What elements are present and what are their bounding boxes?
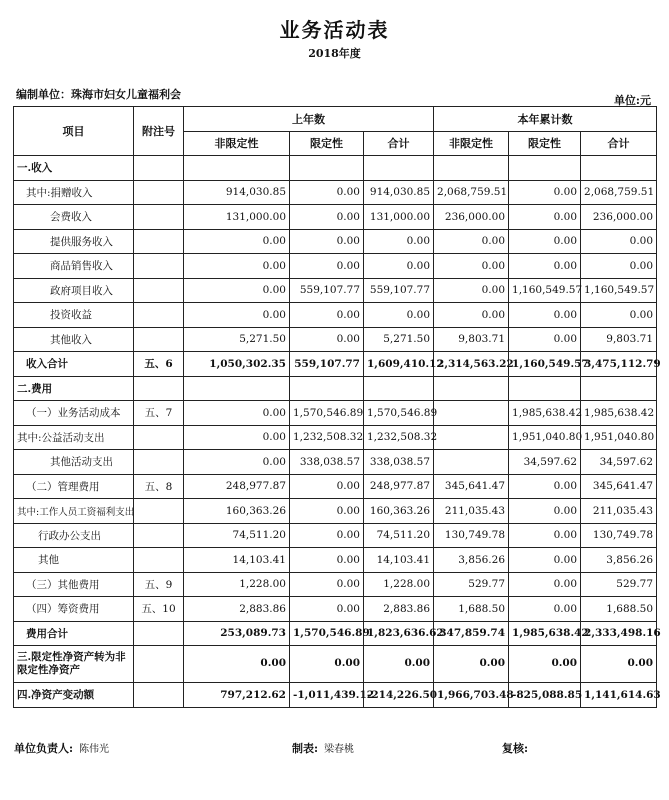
- cell-cur-unrestricted: [434, 376, 509, 401]
- cell-cur-total: 211,035.43: [581, 499, 657, 524]
- row-item: 二.费用: [14, 376, 134, 401]
- row-item: 投资收益: [14, 303, 134, 328]
- cell-prev-total: 5,271.50: [364, 327, 434, 352]
- row-item: 其中:工作人员工资福利支出: [14, 499, 134, 524]
- row-note: 五、6: [134, 352, 184, 377]
- cell-prev-total: 0.00: [364, 303, 434, 328]
- row-item: 商品销售收入: [14, 254, 134, 279]
- table-row: [14, 254, 657, 279]
- activity-table: [13, 106, 661, 708]
- cell-prev-unrestricted: 131,000.00: [184, 205, 290, 230]
- row-item: 收入合计: [14, 352, 134, 377]
- cell-prev-total: 14,103.41: [364, 548, 434, 573]
- cell-cur-restricted: 1,160,549.57: [509, 352, 581, 377]
- table-row: [14, 401, 657, 426]
- table-row: [14, 156, 657, 181]
- cell-prev-restricted: 559,107.77: [290, 352, 364, 377]
- cell-cur-unrestricted: 211,035.43: [434, 499, 509, 524]
- row-item: 费用合计: [14, 621, 134, 646]
- cell-cur-total: 1,951,040.80: [581, 425, 657, 450]
- cell-cur-unrestricted: 0.00: [434, 278, 509, 303]
- cell-cur-unrestricted: 0.00: [434, 646, 509, 683]
- table-row: [14, 572, 657, 597]
- row-note: [134, 254, 184, 279]
- cell-prev-unrestricted: 0.00: [184, 401, 290, 426]
- table-row: [14, 327, 657, 352]
- cell-cur-unrestricted: [434, 425, 509, 450]
- cell-prev-total: 2,883.86: [364, 597, 434, 622]
- cell-prev-total: 74,511.20: [364, 523, 434, 548]
- cell-prev-unrestricted: 0.00: [184, 278, 290, 303]
- cell-cur-restricted: 0.00: [509, 499, 581, 524]
- cell-cur-unrestricted: 130,749.78: [434, 523, 509, 548]
- cell-prev-total: 248,977.87: [364, 474, 434, 499]
- cell-cur-restricted: 0.00: [509, 523, 581, 548]
- row-item: 其他收入: [14, 327, 134, 352]
- cell-cur-unrestricted: 347,859.74: [434, 621, 509, 646]
- table-row: [14, 229, 657, 254]
- cell-prev-restricted: 0.00: [290, 523, 364, 548]
- cell-cur-total: 236,000.00: [581, 205, 657, 230]
- row-note: 五、10: [134, 597, 184, 622]
- cell-prev-restricted: 1,570,546.89: [290, 621, 364, 646]
- cell-prev-unrestricted: 74,511.20: [184, 523, 290, 548]
- row-note: 五、7: [134, 401, 184, 426]
- table-row: [14, 278, 657, 303]
- row-item: 其中:捐赠收入: [14, 180, 134, 205]
- cell-cur-unrestricted: 529.77: [434, 572, 509, 597]
- cell-prev-restricted: 0.00: [290, 303, 364, 328]
- cell-prev-restricted: 0.00: [290, 548, 364, 573]
- table-row: [14, 646, 657, 683]
- table-row: [14, 180, 657, 205]
- row-item: （二）管理费用: [14, 474, 134, 499]
- cell-cur-unrestricted: 0.00: [434, 303, 509, 328]
- cell-cur-restricted: 1,160,549.57: [509, 278, 581, 303]
- header-prev-unrestricted: 非限定性: [184, 131, 290, 156]
- cell-cur-unrestricted: 236,000.00: [434, 205, 509, 230]
- cell-cur-restricted: 0.00: [509, 180, 581, 205]
- cell-cur-restricted: 0.00: [509, 303, 581, 328]
- cell-cur-total: 1,985,638.42: [581, 401, 657, 426]
- footer-head: [14, 740, 109, 756]
- cell-prev-restricted: 1,570,546.89: [290, 401, 364, 426]
- preparer-name: 梁春桃: [324, 744, 355, 755]
- table-row: [14, 303, 657, 328]
- reviewer-label: 复核:: [502, 742, 529, 755]
- row-note: [134, 683, 184, 708]
- row-item: 其中:公益活动支出: [14, 425, 134, 450]
- cell-cur-restricted: 0.00: [509, 474, 581, 499]
- cell-prev-restricted: 1,232,508.32: [290, 425, 364, 450]
- cell-prev-total: 1,823,636.62: [364, 621, 434, 646]
- cell-prev-unrestricted: 1,050,302.35: [184, 352, 290, 377]
- row-item: 政府项目收入: [14, 278, 134, 303]
- row-item: 三.限定性净资产转为非限定性净资产: [14, 646, 134, 683]
- cell-prev-total: 0.00: [364, 229, 434, 254]
- table-row: [14, 597, 657, 622]
- cell-prev-restricted: 559,107.77: [290, 278, 364, 303]
- cell-prev-total: [364, 376, 434, 401]
- row-note: [134, 523, 184, 548]
- cell-cur-total: 345,641.47: [581, 474, 657, 499]
- table-row: [14, 376, 657, 401]
- cell-prev-total: 160,363.26: [364, 499, 434, 524]
- cell-prev-unrestricted: 14,103.41: [184, 548, 290, 573]
- table-row: [14, 683, 657, 708]
- cell-cur-restricted: 1,951,040.80: [509, 425, 581, 450]
- cell-prev-restricted: 0.00: [290, 597, 364, 622]
- cell-cur-total: 1,688.50: [581, 597, 657, 622]
- cell-prev-restricted: [290, 376, 364, 401]
- head-label: 单位负责人:: [14, 742, 74, 755]
- cell-prev-restricted: 0.00: [290, 646, 364, 683]
- cell-prev-unrestricted: [184, 156, 290, 181]
- row-note: [134, 450, 184, 475]
- cell-prev-total: 338,038.57: [364, 450, 434, 475]
- cell-cur-unrestricted: 2,314,563.22: [434, 352, 509, 377]
- cell-prev-restricted: 0.00: [290, 180, 364, 205]
- table-row: [14, 523, 657, 548]
- row-item: 行政办公支出: [14, 523, 134, 548]
- unit-label: 单位:元: [613, 94, 651, 107]
- cell-cur-unrestricted: 9,803.71: [434, 327, 509, 352]
- cell-cur-total: 2,333,498.16: [581, 621, 657, 646]
- cell-prev-unrestricted: 0.00: [184, 254, 290, 279]
- cell-prev-unrestricted: 0.00: [184, 425, 290, 450]
- cell-prev-unrestricted: [184, 376, 290, 401]
- cell-prev-total: 914,030.85: [364, 180, 434, 205]
- cell-prev-restricted: -1,011,439.12: [290, 683, 364, 708]
- row-note: [134, 303, 184, 328]
- cell-prev-total: 559,107.77: [364, 278, 434, 303]
- organization-label: 编制单位：珠海市妇女儿童福利会: [16, 88, 181, 101]
- cell-prev-total: [364, 156, 434, 181]
- cell-prev-unrestricted: 0.00: [184, 450, 290, 475]
- header-prev-restricted: 限定性: [290, 131, 364, 156]
- row-item: 四.净资产变动额: [14, 683, 134, 708]
- row-note: [134, 425, 184, 450]
- cell-cur-total: 1,141,614.63: [581, 683, 657, 708]
- cell-cur-total: 0.00: [581, 254, 657, 279]
- header-prev-total: 合计: [364, 131, 434, 156]
- table-row: [14, 548, 657, 573]
- cell-cur-total: 2,068,759.51: [581, 180, 657, 205]
- cell-prev-total: 1,609,410.12: [364, 352, 434, 377]
- row-note: [134, 621, 184, 646]
- cell-prev-unrestricted: 1,228.00: [184, 572, 290, 597]
- cell-prev-total: 1,228.00: [364, 572, 434, 597]
- row-note: [134, 499, 184, 524]
- cell-cur-restricted: [509, 156, 581, 181]
- cell-prev-unrestricted: 2,883.86: [184, 597, 290, 622]
- row-item: （一）业务活动成本: [14, 401, 134, 426]
- cell-prev-restricted: [290, 156, 364, 181]
- cell-prev-unrestricted: 253,089.73: [184, 621, 290, 646]
- row-note: [134, 278, 184, 303]
- cell-cur-total: 34,597.62: [581, 450, 657, 475]
- cell-cur-total: 0.00: [581, 303, 657, 328]
- cell-prev-unrestricted: 248,977.87: [184, 474, 290, 499]
- cell-cur-unrestricted: [434, 156, 509, 181]
- cell-cur-unrestricted: [434, 450, 509, 475]
- row-note: [134, 156, 184, 181]
- cell-cur-unrestricted: 1,688.50: [434, 597, 509, 622]
- cell-prev-unrestricted: 797,212.62: [184, 683, 290, 708]
- cell-cur-total: 0.00: [581, 229, 657, 254]
- cell-cur-restricted: 0.00: [509, 572, 581, 597]
- header-item: 项目: [14, 107, 134, 156]
- row-item: （三）其他费用: [14, 572, 134, 597]
- cell-prev-total: 1,570,546.89: [364, 401, 434, 426]
- row-note: 五、8: [134, 474, 184, 499]
- row-note: [134, 548, 184, 573]
- cell-cur-unrestricted: [434, 401, 509, 426]
- cell-prev-unrestricted: 0.00: [184, 646, 290, 683]
- cell-cur-total: 1,160,549.57: [581, 278, 657, 303]
- cell-prev-total: -214,226.50: [364, 683, 434, 708]
- row-item: 提供服务收入: [14, 229, 134, 254]
- cell-cur-unrestricted: 0.00: [434, 254, 509, 279]
- cell-cur-unrestricted: 0.00: [434, 229, 509, 254]
- row-item: 其他活动支出: [14, 450, 134, 475]
- cell-cur-total: 9,803.71: [581, 327, 657, 352]
- cell-cur-restricted: -825,088.85: [509, 683, 581, 708]
- table-row: [14, 474, 657, 499]
- cell-cur-total: [581, 376, 657, 401]
- cell-cur-restricted: 34,597.62: [509, 450, 581, 475]
- table-row: [14, 499, 657, 524]
- report-title: 业务活动表: [279, 18, 390, 42]
- cell-prev-total: 0.00: [364, 646, 434, 683]
- cell-prev-unrestricted: 5,271.50: [184, 327, 290, 352]
- head-name: 陈伟光: [79, 744, 110, 755]
- cell-prev-total: 131,000.00: [364, 205, 434, 230]
- report-year: 2018年度: [308, 47, 361, 60]
- footer-preparer: [292, 740, 354, 756]
- cell-cur-restricted: 1,985,638.42: [509, 401, 581, 426]
- cell-cur-total: 130,749.78: [581, 523, 657, 548]
- cell-prev-restricted: 0.00: [290, 474, 364, 499]
- cell-prev-unrestricted: 914,030.85: [184, 180, 290, 205]
- row-note: [134, 327, 184, 352]
- cell-cur-unrestricted: 1,966,703.48: [434, 683, 509, 708]
- row-item: （四）筹资费用: [14, 597, 134, 622]
- row-note: 五、9: [134, 572, 184, 597]
- cell-cur-restricted: 0.00: [509, 254, 581, 279]
- preparer-label: 制表:: [292, 742, 319, 755]
- footer-reviewer: [502, 740, 528, 756]
- cell-cur-restricted: [509, 376, 581, 401]
- cell-prev-unrestricted: 0.00: [184, 303, 290, 328]
- cell-prev-total: 0.00: [364, 254, 434, 279]
- cell-cur-restricted: 0.00: [509, 229, 581, 254]
- table-row: [14, 352, 657, 377]
- header-prev-year: 上年数: [184, 107, 434, 132]
- cell-prev-restricted: 338,038.57: [290, 450, 364, 475]
- cell-prev-restricted: 0.00: [290, 254, 364, 279]
- cell-cur-unrestricted: 345,641.47: [434, 474, 509, 499]
- cell-prev-restricted: 0.00: [290, 205, 364, 230]
- cell-cur-restricted: 0.00: [509, 597, 581, 622]
- cell-cur-total: 0.00: [581, 646, 657, 683]
- cell-prev-unrestricted: 0.00: [184, 229, 290, 254]
- row-item: 一.收入: [14, 156, 134, 181]
- row-item: 其他: [14, 548, 134, 573]
- cell-prev-total: 1,232,508.32: [364, 425, 434, 450]
- cell-prev-restricted: 0.00: [290, 229, 364, 254]
- cell-cur-restricted: 0.00: [509, 646, 581, 683]
- row-note: [134, 646, 184, 683]
- row-note: [134, 229, 184, 254]
- cell-cur-restricted: 0.00: [509, 327, 581, 352]
- cell-cur-total: 3,475,112.79: [581, 352, 657, 377]
- table-row: [14, 450, 657, 475]
- cell-cur-total: [581, 156, 657, 181]
- cell-cur-total: 529.77: [581, 572, 657, 597]
- row-note: [134, 376, 184, 401]
- header-cur-total: 合计: [581, 131, 657, 156]
- row-item: 会费收入: [14, 205, 134, 230]
- table-row: [14, 425, 657, 450]
- header-cur-year: 本年累计数: [434, 107, 657, 132]
- row-note: [134, 180, 184, 205]
- cell-cur-unrestricted: 3,856.26: [434, 548, 509, 573]
- cell-cur-restricted: 0.00: [509, 548, 581, 573]
- header-cur-unrestricted: 非限定性: [434, 131, 509, 156]
- header-note: 附注号: [134, 107, 184, 156]
- table-row: [14, 621, 657, 646]
- cell-prev-restricted: 0.00: [290, 499, 364, 524]
- cell-prev-unrestricted: 160,363.26: [184, 499, 290, 524]
- header-cur-restricted: 限定性: [509, 131, 581, 156]
- cell-prev-restricted: 0.00: [290, 327, 364, 352]
- cell-cur-unrestricted: 2,068,759.51: [434, 180, 509, 205]
- cell-cur-total: 3,856.26: [581, 548, 657, 573]
- row-note: [134, 205, 184, 230]
- table-row: [14, 205, 657, 230]
- cell-cur-restricted: 0.00: [509, 205, 581, 230]
- cell-cur-restricted: 1,985,638.42: [509, 621, 581, 646]
- cell-prev-restricted: 0.00: [290, 572, 364, 597]
